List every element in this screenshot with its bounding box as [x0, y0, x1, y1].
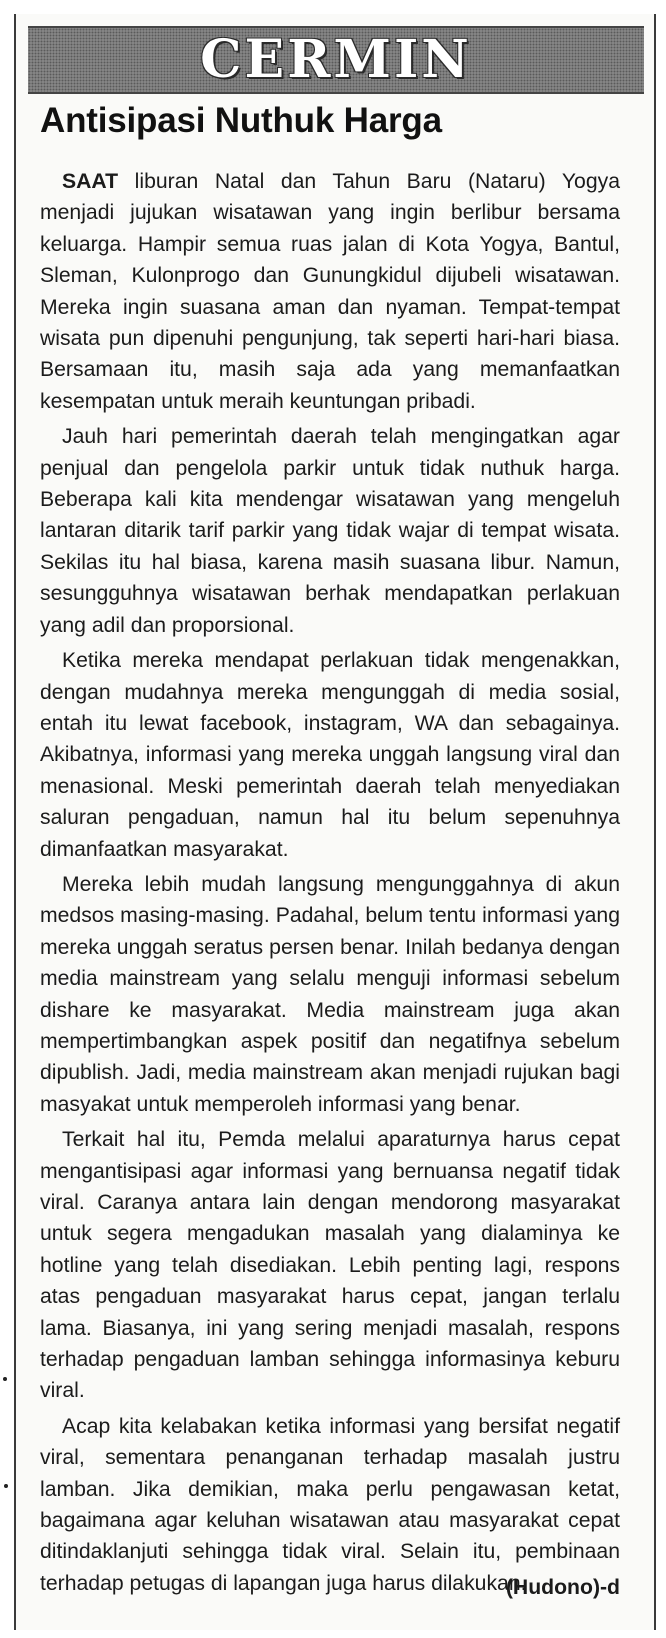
lead-word: SAAT — [62, 170, 119, 193]
print-speck — [4, 1484, 8, 1488]
paragraph-3: Ketika mereka mendapat perlakuan tidak mengenakkan, dengan mudahnya mereka mengunggah di media sosial, entah itu lewat facebook, instagram, WA dan sebagainya. Akibatnya, informasi yang mereka unggah langsung viral dan menasional. Meski pemerintah daerah telah menyediakan saluran pengaduan, namun hal itu belum sepenuhnya dimanfaatkan masyarakat. — [40, 649, 620, 861]
paragraph-1-text: liburan Natal dan Tahun Baru (Nataru) Yogya menjadi jujukan wisatawan yang ingin berlibur bersama keluarga. Hampir semua ruas jalan di Kota Yogya, Bantul, Sleman, Kulonprogo dan Gunungkidul dijubeli wisatawan. Mereka ingin suasana aman dan nyaman. Tempat-tempat wisata pun dipenuhi pengunjung, tak seperti hari-hari biasa. Bersamaan itu, masih saja ada yang memanfaatkan kesempatan untuk meraih keuntungan pribadi. — [40, 170, 620, 413]
section-title: CERMIN — [200, 29, 472, 90]
paragraph-1 — [40, 166, 620, 417]
section-banner — [28, 26, 644, 94]
paragraph-2: Jauh hari pemerintah daerah telah mengingatkan agar penjual dan pengelola parkir untuk tidak nuthuk harga. Beberapa kali kita mendengar wisatawan yang mengeluh lantaran ditarik tarif parkir yang tidak wajar di tempat wisata. Sekilas itu hal biasa, karena masih suasana libur. Namun, sesungguhnya wisatawan berhak mendapatkan perlakuan yang adil dan proporsional. — [40, 425, 620, 637]
article-body — [40, 166, 620, 1604]
print-speck — [3, 1377, 7, 1381]
paragraph-4: Mereka lebih mudah langsung mengunggahnya di akun medsos masing-masing. Padahal, belum tentu informasi yang mereka unggah seratus persen benar. Inilah bedanya dengan media mainstream yang selalu menguji informasi sebelum dishare ke masyarakat. Media mainstream juga akan mempertimbangkan aspek positif dan negatifnya sebelum dipublish. Jadi, media mainstream akan menjadi rujukan bagi masyakat untuk memperoleh informasi yang benar. — [40, 872, 620, 1116]
newspaper-clipping — [14, 14, 656, 1630]
paragraph-6: Acap kita kelabakan ketika informasi yang bersifat negatif viral, sementara penanganan terhadap masalah justru lamban. Jika demikian, maka perlu pengawasan ketat, bagaimana agar keluhan wisatawan atau masyarakat cepat ditindaklanjuti sehingga tidak viral. Selain itu, pembinaan terhadap petugas di lapangan juga harus dilakukan. — [40, 1414, 620, 1595]
headline: Antisipasi Nuthuk Harga — [40, 101, 442, 140]
byline: (Hudono)-d — [505, 1576, 620, 1600]
paragraph-5: Terkait hal itu, Pemda melalui aparaturnya harus cepat mengantisipasi agar informasi yang bernuansa negatif tidak viral. Caranya antara lain dengan mendorong masyarakat untuk segera mengadukan masalah yang dialaminya ke hotline yang telah disediakan. Lebih penting lagi, respons atas pengaduan masyarakat harus cepat, jangan terlalu lama. Biasanya, ini yang sering menjadi masalah, respons terhadap pengaduan lamban sehingga informasinya keburu viral. — [40, 1128, 620, 1403]
